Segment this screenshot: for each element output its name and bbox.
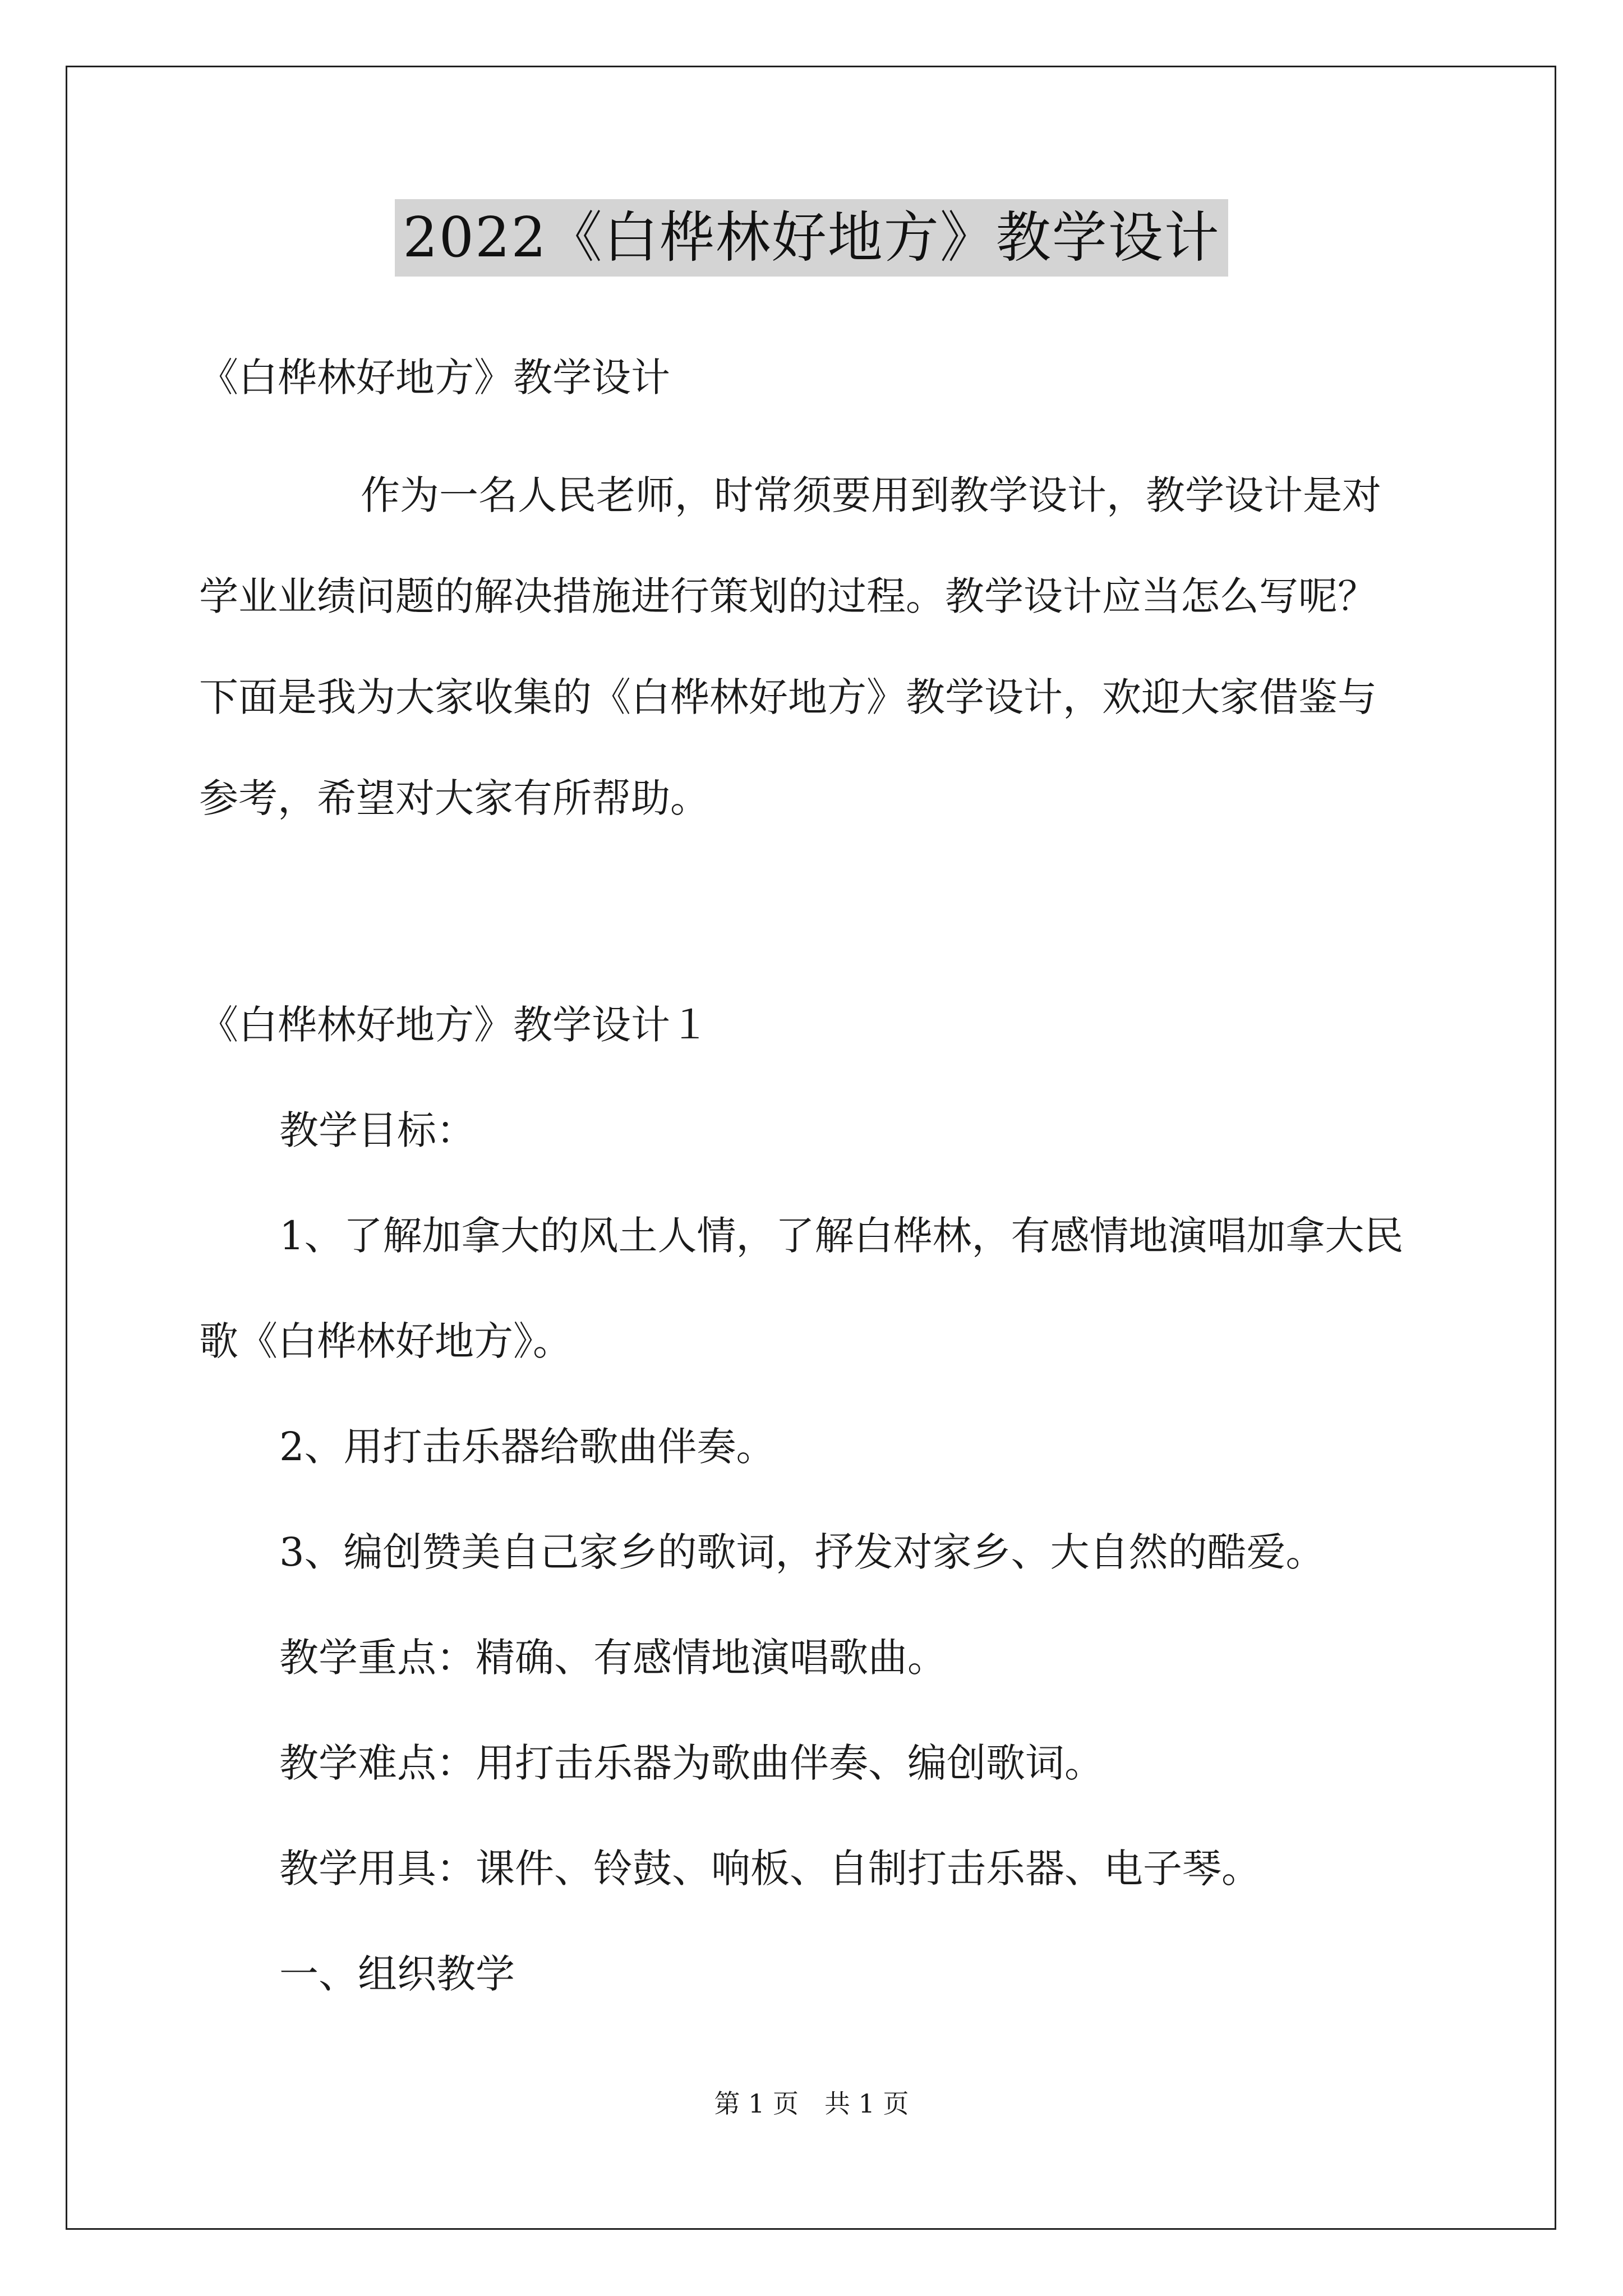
- section-heading: 《白桦林好地方》教学设计１: [199, 1002, 709, 1048]
- body-line-objectives: 教学目标：: [279, 1107, 476, 1153]
- body-line-objective-1a: 1、了解加拿大的风土人情，了解白桦林，有感情地演唱加拿大民: [279, 1213, 1404, 1259]
- intro-line-3: 下面是我为大家收集的《白桦林好地方》教学设计，欢迎大家借鉴与: [199, 674, 1377, 720]
- intro-line-4: 参考，希望对大家有所帮助。: [199, 775, 709, 821]
- document-subtitle: 《白桦林好地方》教学设计: [199, 355, 670, 401]
- body-line-tools: 教学用具：课件、铃鼓、响板、自制打击乐器、电子琴。: [279, 1846, 1261, 1892]
- body-line-objective-1b: 歌《白桦林好地方》。: [199, 1318, 572, 1364]
- intro-line-1: 作为一名人民老师，时常须要用到教学设计，教学设计是对: [361, 472, 1381, 518]
- body-line-section-1: 一、组织教学: [279, 1951, 515, 1997]
- document-title: 2022《白桦林好地方》教学设计: [395, 199, 1228, 277]
- body-line-difficulty: 教学难点：用打击乐器为歌曲伴奏、编创歌词。: [279, 1740, 1104, 1786]
- body-line-objective-2: 2、用打击乐器给歌曲伴奏。: [279, 1424, 776, 1470]
- intro-line-2: 学业业绩问题的解决措施进行策划的过程。教学设计应当怎么写呢？: [199, 573, 1377, 619]
- title-container: [0, 199, 1623, 277]
- body-line-objective-3: 3、编创赞美自己家乡的歌词，抒发对家乡、大自然的酷爱。: [279, 1529, 1325, 1575]
- page-footer: 第 1 页 共 1 页: [714, 2088, 909, 2119]
- body-line-key-point: 教学重点：精确、有感情地演唱歌曲。: [279, 1635, 947, 1681]
